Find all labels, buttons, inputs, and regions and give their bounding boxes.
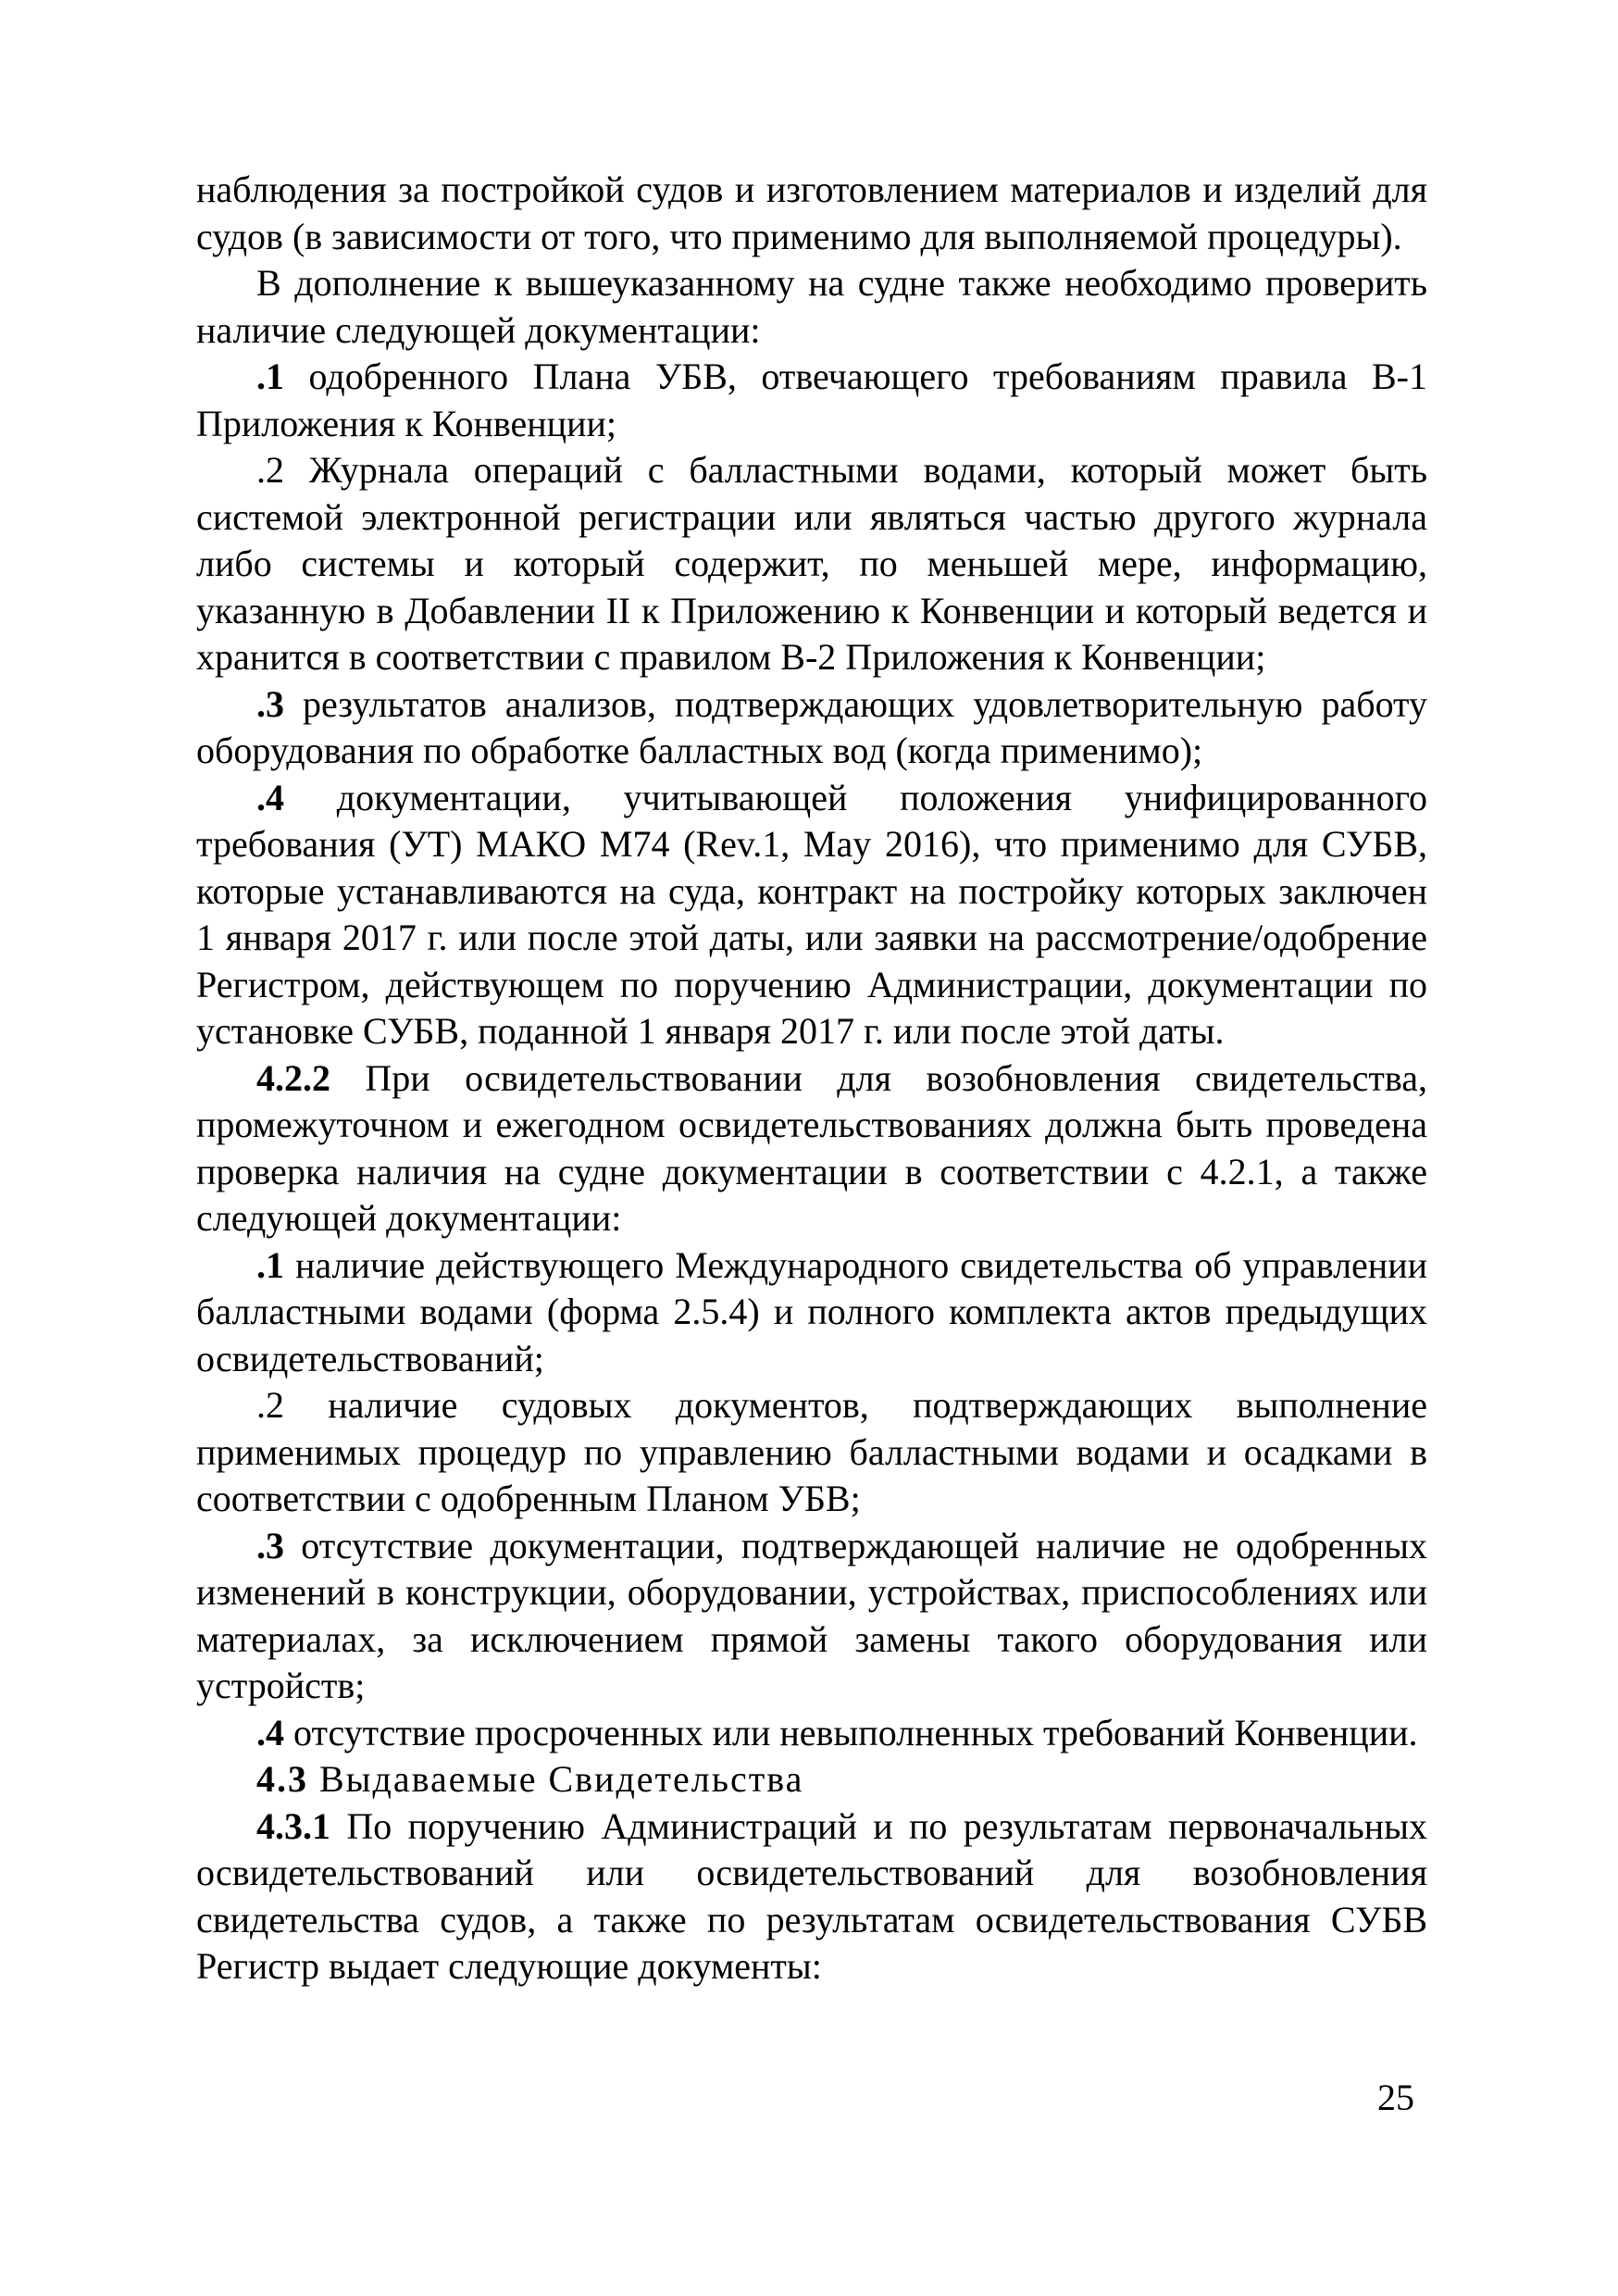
list-item-1 <box>196 1242 1427 1383</box>
item-number: .4 <box>256 1711 284 1753</box>
section-text: При освидетельствовании для возобновления свидетельства, промежуточном и ежегодном освидетельствованиях должна быть проведена проверка наличия на судне документации в соответствии с 4.2.1, а также следующей документации: <box>196 1056 1427 1239</box>
item-number: .4 <box>256 776 284 818</box>
paragraph-text: В дополнение к вышеуказанному на судне также необходимо проверить наличие следующей документации: <box>196 262 1427 351</box>
item-number: .1 <box>256 1243 284 1286</box>
list-item-3 <box>196 1523 1427 1710</box>
item-number: .2 <box>256 1384 284 1426</box>
list-item-4 <box>196 1710 1427 1757</box>
item-text: наличие судовых документов, подтверждающих выполнение применимых процедур по управлению балластными водами и осадками в соответствии с одобренным Планом УБВ; <box>196 1384 1427 1519</box>
section-4-3-1 <box>196 1803 1427 1990</box>
item-text: наличие действующего Международного свидетельства об управлении балластными водами (форма 2.5.4) и полного комплекта актов предыдущих освидетельствований; <box>196 1243 1427 1379</box>
item-number: .3 <box>256 1524 284 1566</box>
item-text: Журнала операций с балластными водами, который может быть системой электронной регистрации или являться частью другого журнала либо системы и который содержит, по меньшей мере, информацию, указанную в Добавлении II к Приложению к Конвенции и который ведется и хранится в соответствии с правилом В-2 Приложения к Конвенции; <box>196 449 1427 678</box>
section-text: По поручению Администраций и по результатам первоначальных освидетельствований или освидетельствований для возобновления свидетельства судов, а также по результатам освидетельствования СУБВ Регистр выдает следующие документы: <box>196 1804 1427 1987</box>
section-number: 4.2.2 <box>256 1056 330 1099</box>
paragraph-intro <box>196 260 1427 354</box>
heading-number: 4.3 <box>256 1758 308 1800</box>
list-item-2 <box>196 1382 1427 1523</box>
item-number: .1 <box>256 356 284 397</box>
item-text: отсутствие просроченных или невыполненных требований Конвенции. <box>284 1711 1418 1753</box>
item-text: результатов анализов, подтверждающих удовлетворительную работу оборудования по обработке балластных вод (когда применимо); <box>196 682 1427 771</box>
list-item-2 <box>196 447 1427 681</box>
list-item-4 <box>196 775 1427 1055</box>
paragraph-continuation <box>196 167 1427 260</box>
item-number: .2 <box>256 449 284 491</box>
item-text: отсутствие документации, подтверждающей наличие не одобренных изменений в конструкции, оборудовании, устройствах, приспособлениях или материалах, за исключением прямой замены такого оборудования или устройств; <box>196 1524 1427 1706</box>
item-text: документации, учитывающей положения унифицированного требования (УТ) МАКО М74 (Rev.1, May 2016), что применимо для СУБВ, которые устанавливаются на суда, контракт на постройку которых заключен 1 января 2017 г. или после этой даты, или заявки на рассмотрение/одобрение Регистром, действующем по поручению Администрации, документации по установке СУБВ, поданной 1 января 2017 г. или после этой даты. <box>196 776 1427 1052</box>
paragraph-text: наблюдения за постройкой судов и изготовлением материалов и изделий для судов (в зависимости от того, что применимо для выполняемой процедуры). <box>196 168 1427 257</box>
list-item-1 <box>196 354 1427 447</box>
section-4-2-2 <box>196 1055 1427 1242</box>
section-heading-4-3 <box>196 1756 1427 1803</box>
item-number: .3 <box>256 682 284 725</box>
section-number: 4.3.1 <box>256 1804 330 1847</box>
document-page <box>196 167 1427 1990</box>
heading-text: Выдаваемые Свидетельства <box>308 1758 804 1800</box>
item-text: одобренного Плана УБВ, отвечающего требованиям правила В-1 Приложения к Конвенции; <box>196 356 1427 444</box>
page-number: 25 <box>1377 2077 1414 2118</box>
list-item-3 <box>196 681 1427 775</box>
